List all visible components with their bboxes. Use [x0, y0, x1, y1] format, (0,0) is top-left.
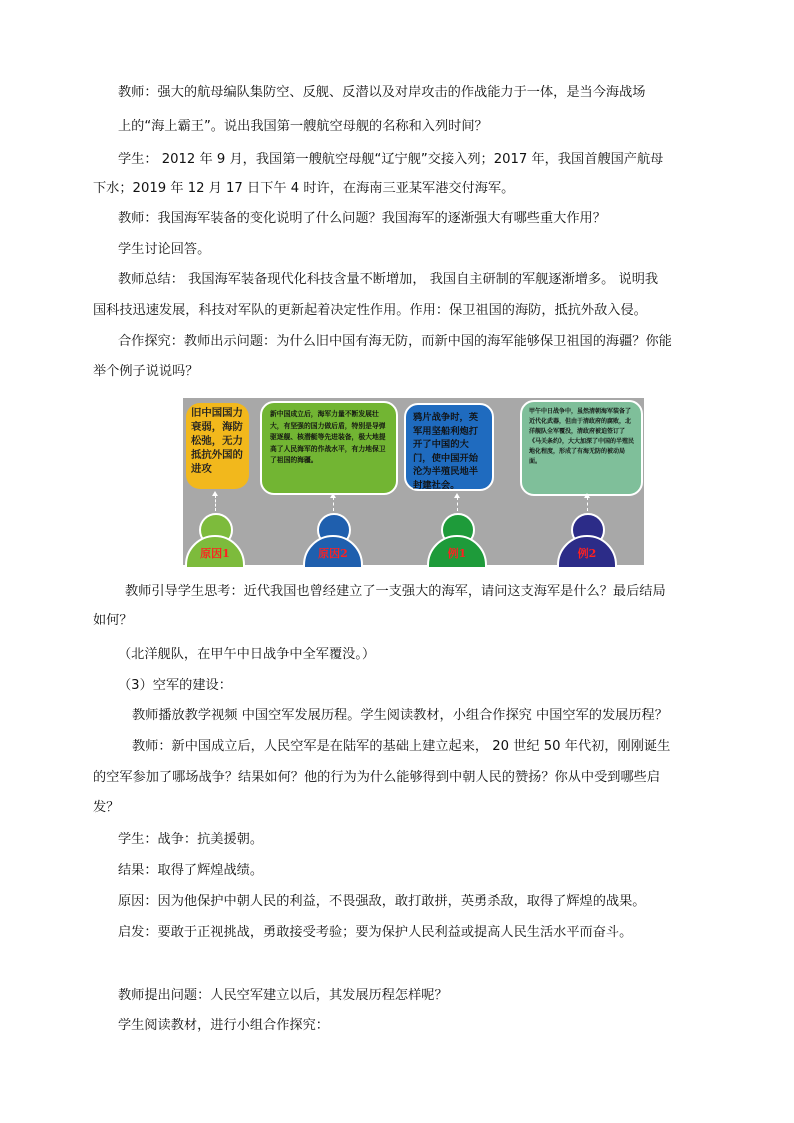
comparison-figure	[183, 398, 644, 565]
person-label-reason1: 原因1	[185, 535, 245, 569]
connector-line	[215, 495, 216, 511]
paragraph-line: 如何？	[93, 613, 133, 628]
paragraph-line: 学生阅读教材，进行小组合作探究：	[118, 1018, 329, 1033]
paragraph-line: 上的“海上霸王”。说出我国第一艘航空母舰的名称和入列时间？	[118, 119, 488, 134]
paragraph-line: 结果：取得了辉煌战绩。	[118, 863, 264, 878]
paragraph-line: 学生：战争：抗美援朝。	[118, 832, 264, 847]
paragraph-line: 教师提出问题：人民空军建立以后，其发展历程怎样呢？	[118, 988, 448, 1003]
person-label-example1: 例1	[427, 535, 487, 569]
paragraph-line: 举个例子说说吗？	[93, 364, 199, 379]
paragraph-line: 原因：因为他保护中朝人民的利益，不畏强敌，敢打敢拼，英勇杀敌，取得了辉煌的战果。	[118, 894, 646, 909]
paragraph-line: 发？	[93, 800, 120, 815]
paragraph-line: 国科技迅速发展，科技对军队的更新起着决定性作用。作用：保卫祖国的海防，抵抗外敌入侵。	[93, 303, 647, 318]
arrow-icon	[584, 493, 590, 498]
reason1-bubble: 旧中国国力衰弱，海防松弛，无力抵抗外国的进攻	[186, 403, 249, 489]
arrow-icon	[212, 491, 218, 496]
arrow-icon	[330, 493, 336, 498]
connector-line	[587, 497, 588, 511]
paragraph-line: 启发：要敢于正视挑战，勇敢接受考验；要为保护人民利益或提高人民生活水平而奋斗。	[118, 925, 633, 940]
connector-line	[333, 497, 334, 511]
paragraph-line: 学生讨论回答。	[118, 242, 211, 257]
reason2-bubble: 新中国成立后，海军力量不断发展壮大，有坚强的国力做后盾，特别是导弹驱逐舰、核潜艇等先进装备，极大地提高了人民海军的作战水平，有力地保卫了祖国的海疆。	[260, 401, 398, 495]
paragraph-line: 教师：强大的航母编队集防空、反舰、反潜以及对岸攻击的作战能力于一体，是当今海战场	[118, 85, 646, 100]
paragraph-line: （3）空军的建设：	[118, 678, 232, 693]
paragraph-line: 的空军参加了哪场战争？结果如何？他的行为为什么能够得到中朝人民的赞扬？你从中受到哪些启	[93, 770, 661, 785]
person-label-example2: 例2	[557, 535, 617, 569]
person-label-reason2: 原因2	[303, 535, 363, 569]
example1-bubble: 鸦片战争时，英军用坚船利炮打开了中国的大门，使中国开始沦为半殖民地半封建社会。	[404, 403, 494, 491]
paragraph-line: 合作探究：教师出示问题：为什么旧中国有海无防，而新中国的海军能够保卫祖国的海疆？你能	[118, 334, 672, 349]
paragraph-line: 教师：新中国成立后，人民空军是在陆军的基础上建立起来， 20 世纪 50 年代初，刚刚诞生	[132, 739, 671, 754]
paragraph-line: （北洋舰队，在甲午中日战争中全军覆没。）	[118, 647, 376, 662]
arrow-icon	[454, 493, 460, 498]
example2-bubble: 甲午中日战争中，虽然清朝海军装备了近代化武器，但由于清政府的腐败，北洋舰队全军覆没，清政府被迫签订了《马关条约》，大大加深了中国的半殖民地化程度，形成了有海无防的被动局面。	[520, 400, 643, 496]
paragraph-line: 教师引导学生思考：近代我国也曾经建立了一支强大的海军，请问这支海军是什么？最后结局	[125, 584, 666, 599]
connector-line	[457, 497, 458, 511]
paragraph-line: 学生： 2012 年 9 月，我国第一艘航空母舰“辽宁舰”交接入列；2017 年，我国首艘国产航母	[118, 152, 664, 167]
paragraph-line: 教师播放教学视频 中国空军发展历程。学生阅读教材，小组合作探究 中国空军的发展历程？	[132, 708, 668, 723]
paragraph-line: 教师：我国海军装备的变化说明了什么问题？我国海军的逐渐强大有哪些重大作用？	[118, 211, 606, 226]
paragraph-line: 下水；2019 年 12 月 17 日下午 4 时许，在海南三亚某军港交付海军。	[93, 181, 515, 196]
paragraph-line: 教师总结： 我国海军装备现代化科技含量不断增加， 我国自主研制的军舰逐渐增多。 说明我	[118, 272, 659, 287]
